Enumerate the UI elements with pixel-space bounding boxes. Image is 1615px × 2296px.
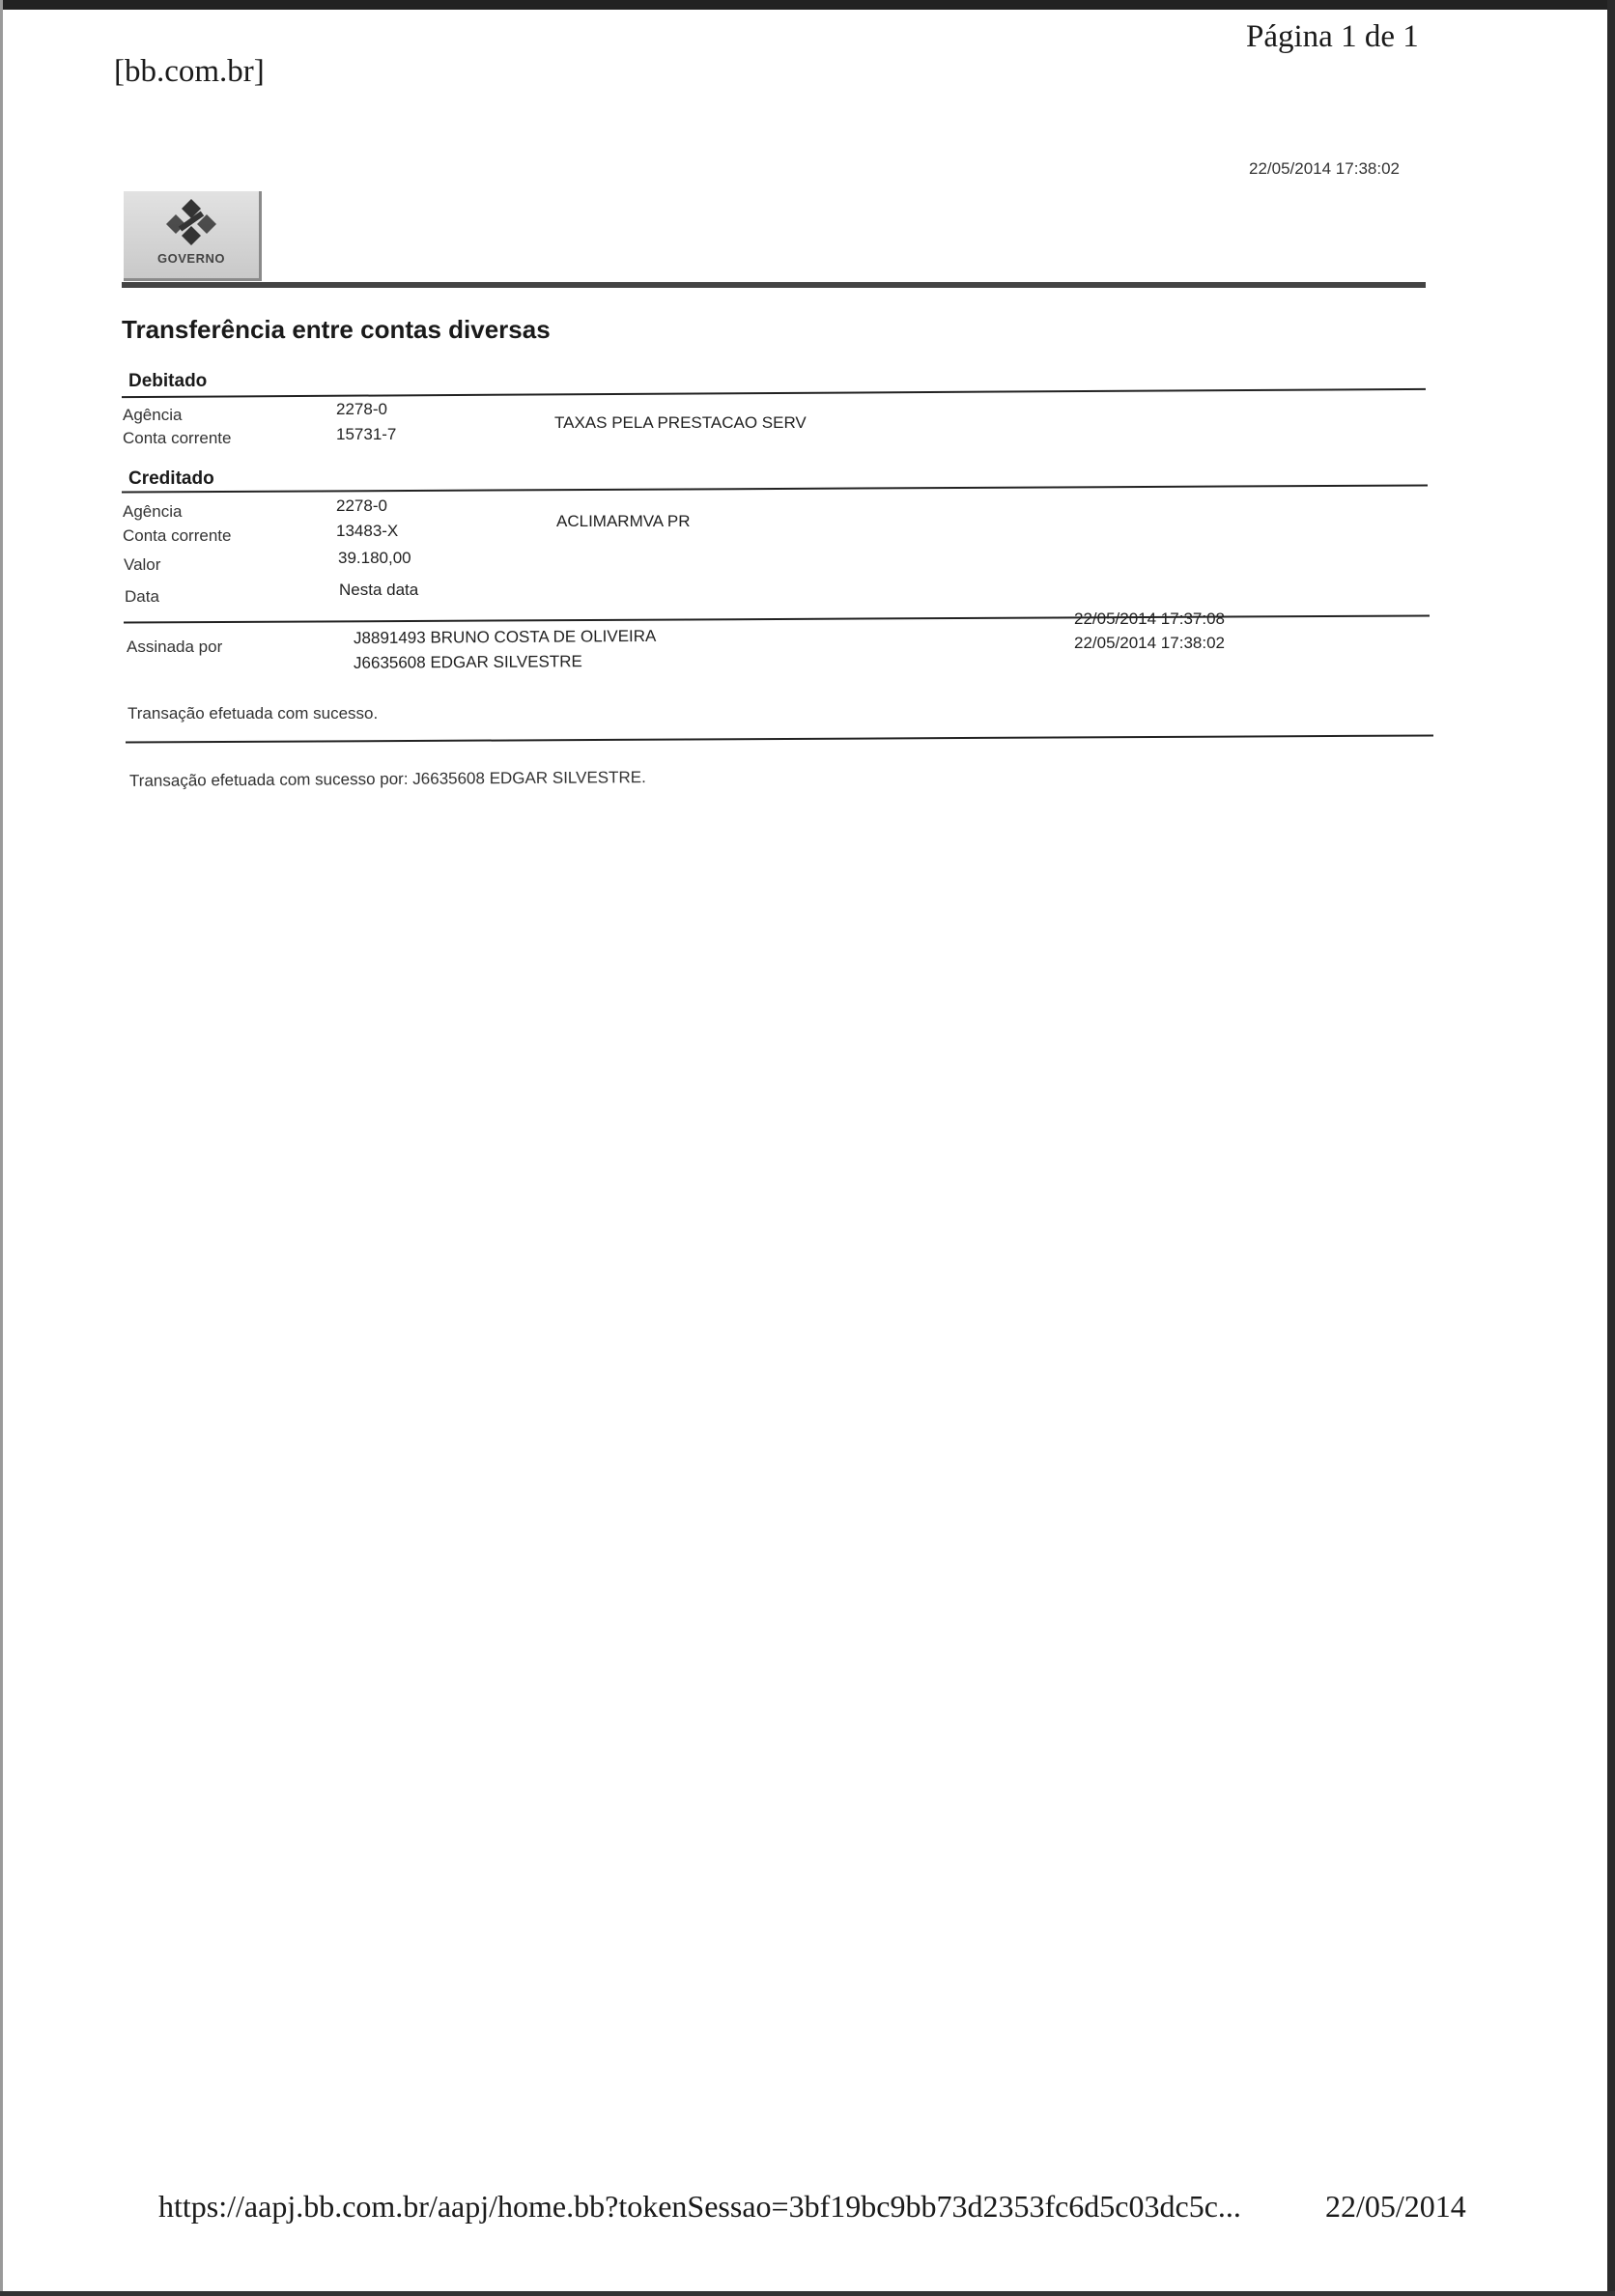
print-footer-date: 22/05/2014 — [1325, 2189, 1466, 2224]
debitado-agencia-value: 2278-0 — [336, 400, 387, 418]
document-title: Transferência entre contas diversas — [122, 315, 551, 344]
scan-edge-top — [0, 0, 1615, 10]
creditado-valor-label: Valor — [124, 555, 161, 574]
creditado-data-label: Data — [125, 587, 159, 606]
print-footer-url: https://aapj.bb.com.br/aapj/home.bb?tokenSessao=3bf19bc9bb73d2353fc6d5c03dc5c... — [158, 2189, 1241, 2224]
logo-label: GOVERNO — [157, 251, 225, 266]
section-debitado-heading: Debitado — [128, 371, 208, 391]
print-timestamp: 22/05/2014 17:38:02 — [1249, 159, 1400, 178]
creditado-data-value: Nesta data — [339, 581, 419, 599]
signatures-rule — [124, 614, 1430, 623]
section-creditado-rule — [122, 484, 1428, 493]
creditado-holder-name: ACLIMARMVA PR — [556, 512, 691, 530]
bb-symbol-icon — [166, 197, 216, 247]
creditado-conta-label: Conta corrente — [123, 526, 232, 545]
signature-2-signer: J6635608 EDGAR SILVESTRE — [353, 652, 582, 672]
debitado-agencia-label: Agência — [123, 406, 183, 424]
debitado-conta-label: Conta corrente — [123, 429, 232, 447]
section-debitado-rule — [122, 388, 1426, 398]
transaction-status-by: Transação efetuada com sucesso por: J6635608 EDGAR SILVESTRE. — [128, 768, 646, 790]
creditado-valor-value: 39.180,00 — [338, 549, 411, 567]
creditado-agencia-value: 2278-0 — [336, 496, 387, 515]
signature-2-timestamp: 22/05/2014 17:38:02 — [1074, 634, 1225, 652]
print-header-page-indicator: Página 1 de 1 — [1246, 19, 1419, 54]
creditado-agencia-label: Agência — [123, 502, 183, 521]
signature-1-signer: J8891493 BRUNO COSTA DE OLIVEIRA — [353, 626, 657, 648]
status-rule — [126, 734, 1433, 743]
scan-edge-left — [0, 0, 3, 2296]
debitado-conta-value: 15731-7 — [336, 425, 397, 443]
signature-1-timestamp: 22/05/2014 17:37:08 — [1074, 609, 1225, 628]
section-creditado-heading: Creditado — [128, 468, 214, 489]
transaction-status-message: Transação efetuada com sucesso. — [128, 704, 379, 723]
creditado-conta-value: 13483-X — [336, 522, 399, 540]
title-top-rule — [122, 282, 1426, 288]
print-header-site: [bb.com.br] — [114, 54, 265, 89]
debitado-holder-name: TAXAS PELA PRESTACAO SERV — [554, 413, 807, 432]
scan-edge-bottom — [0, 2291, 1615, 2296]
signatures-label: Assinada por — [127, 638, 223, 656]
banco-brasil-governo-logo — [124, 191, 262, 281]
scan-edge-right — [1607, 0, 1615, 2296]
